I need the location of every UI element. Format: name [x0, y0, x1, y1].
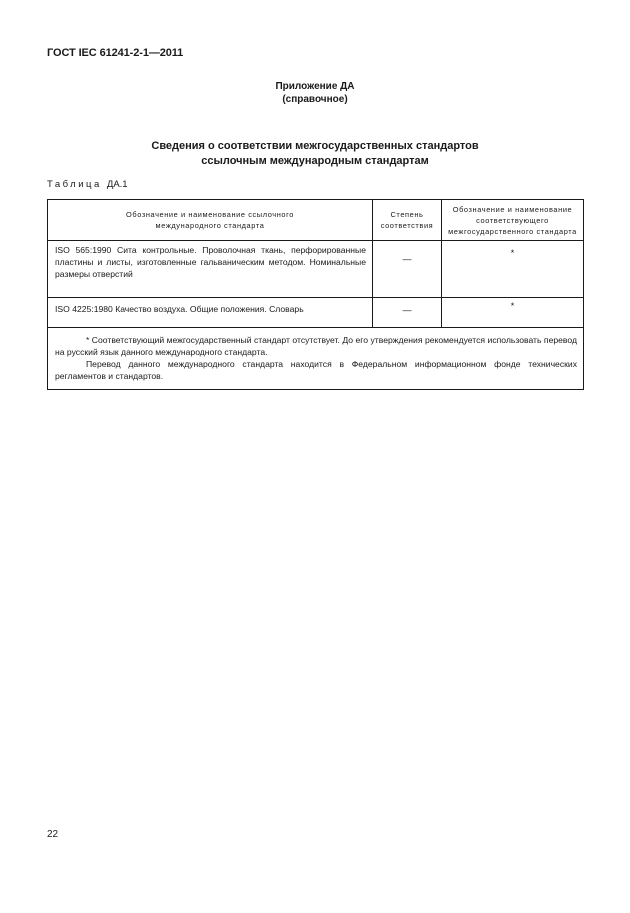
note-paragraph-2: Перевод данного международного стандарта находится в Федеральном информационном фонде технических регламентов и стандартов.: [55, 359, 577, 381]
annex-title: Приложение ДА: [275, 81, 355, 92]
table-caption-word: Таблица: [47, 179, 102, 190]
table-header-row: [48, 200, 584, 241]
cell-reference-standard: ISO 565:1990 Сита контрольные. Проволочная ткань, перфорированные пластины и листы, изготовленные гальваническим методом. Номинальные размеры отверстий: [48, 241, 373, 298]
table-note: [48, 328, 584, 390]
table-caption-number: ДА.1: [106, 179, 128, 190]
note-paragraph-1: * Соответствующий межгосударственный стандарт отсутствует. До его утверждения рекомендуется использовать перевод на русский язык данного международного стандарта.: [55, 335, 577, 357]
page-number: 22: [47, 829, 59, 840]
header-col-reference-standard: Обозначение и наименование ссылочного международного стандарта: [48, 200, 373, 241]
heading-line-2: ссылочным международным стандартам: [201, 155, 429, 167]
table-note-row: [48, 328, 584, 390]
table-row: [48, 298, 584, 328]
heading-line-1: Сведения о соответствии межгосударственных стандартов: [151, 140, 479, 152]
table-row: [48, 241, 584, 298]
document-code: ГОСТ IEC 61241-2-1—2011: [47, 47, 184, 59]
cell-degree: —: [373, 241, 442, 298]
header-col-interstate-standard: Обозначение и наименование соответствующего межгосударственного стандарта: [442, 200, 584, 241]
cell-interstate-standard: *: [442, 241, 584, 298]
cell-degree: —: [373, 298, 442, 328]
cell-interstate-standard: *: [442, 298, 584, 328]
cell-reference-standard: ISO 4225:1980 Качество воздуха. Общие положения. Словарь: [48, 298, 373, 328]
annex-subtitle: (справочное): [282, 94, 348, 105]
correspondence-table: [47, 199, 584, 390]
header-col-degree: Степень соответствия: [373, 200, 442, 241]
table-caption: [47, 179, 128, 190]
